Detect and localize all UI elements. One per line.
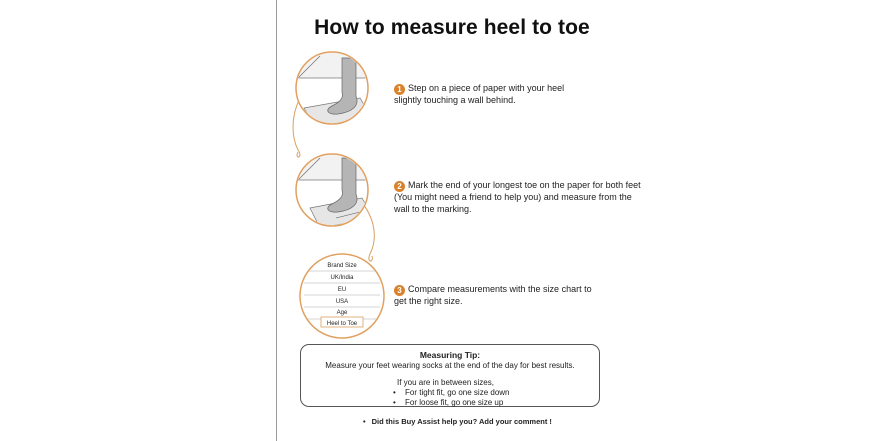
size-row-brand: Brand Size	[327, 263, 357, 269]
vertical-divider	[276, 0, 277, 441]
tip-bullet-loose: • For loose fit, go one size up	[397, 398, 510, 408]
illustration-column	[290, 48, 400, 348]
footer-comment-prompt: • Did this Buy Assist help you? Add your comment !	[363, 417, 552, 426]
step-2-text: Mark the end of your longest toe on the paper for both feet (You might need a friend to help you) and measure from the wall to the marking.	[394, 180, 641, 214]
step-1	[394, 83, 594, 107]
step-2	[394, 180, 644, 215]
step1-foot-illustration	[290, 48, 400, 128]
tip-list	[397, 378, 510, 408]
size-row-usa: USA	[335, 299, 349, 305]
step-1-text: Step on a piece of paper with your heel slightly touching a wall behind.	[394, 83, 565, 105]
step-3-number-badge: 3	[394, 285, 405, 296]
measuring-tip-box	[300, 344, 600, 407]
tip-line: Measure your feet wearing socks at the end of the day for best results.	[325, 361, 575, 370]
tip-intro: If you are in between sizes,	[397, 378, 494, 387]
size-row-eu: EU	[337, 287, 347, 293]
step-1-number-badge: 1	[394, 84, 405, 95]
page-title: How to measure heel to toe	[314, 16, 590, 39]
size-row-age: Age	[336, 310, 348, 316]
step3-size-chart-illustration	[300, 254, 384, 338]
step-2-number-badge: 2	[394, 181, 405, 192]
size-row-heel-to-toe: Heel to Toe	[326, 321, 358, 327]
step-3	[394, 284, 594, 308]
step-3-text: Compare measurements with the size chart to get the right size.	[394, 284, 592, 306]
size-row-uk: UK/India	[330, 275, 354, 281]
tip-title: Measuring Tip:	[419, 350, 481, 360]
step2-foot-illustration	[290, 148, 400, 228]
tip-bullet-tight: • For tight fit, go one size down	[397, 388, 510, 398]
